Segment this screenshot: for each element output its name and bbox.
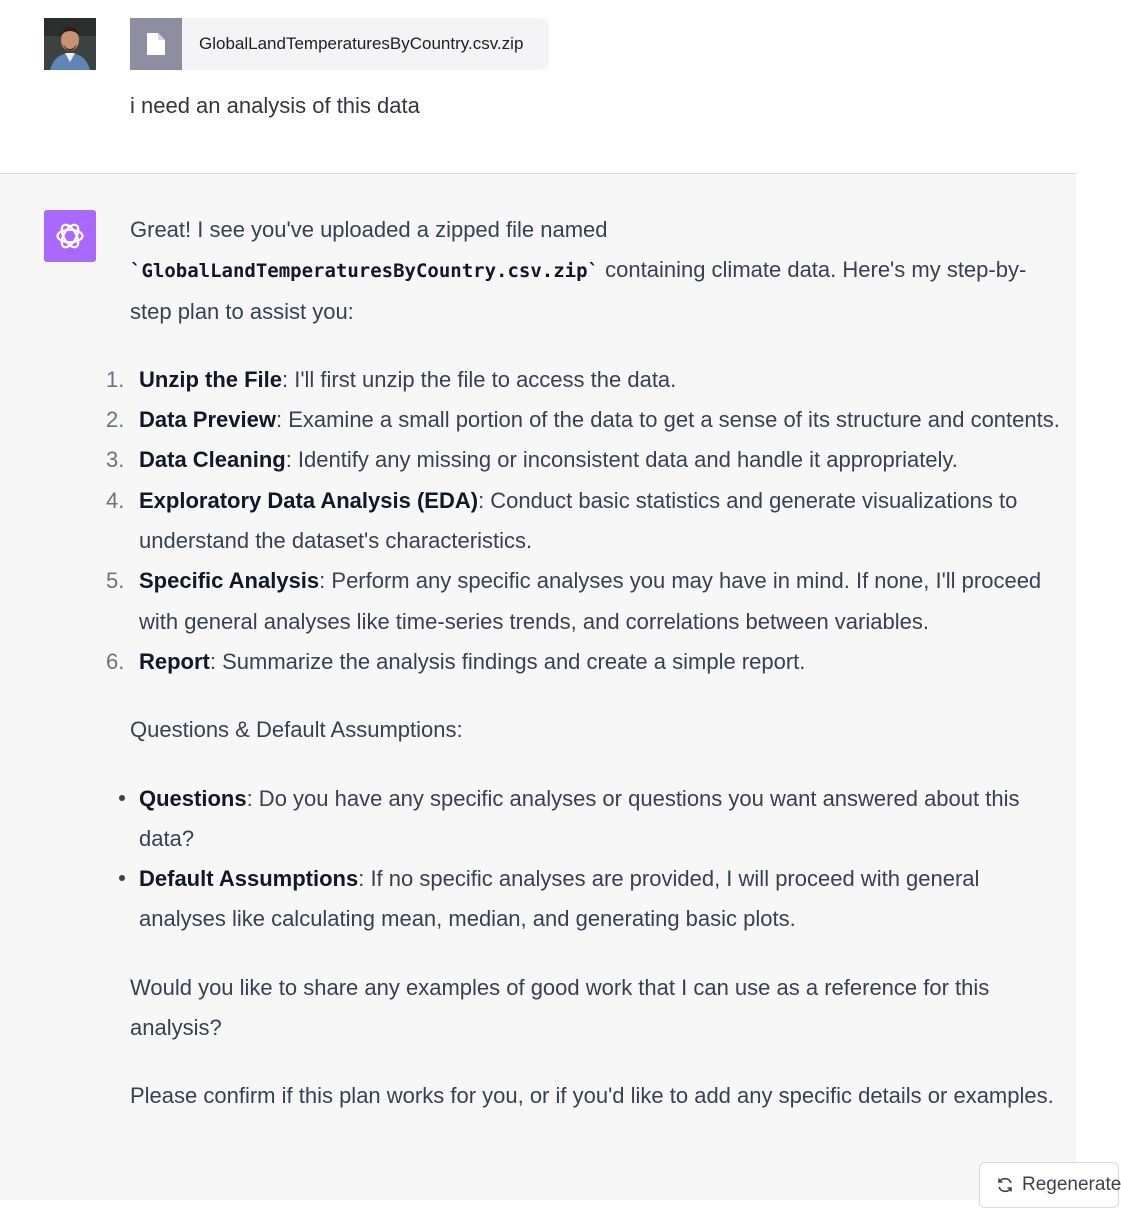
inline-code-filename: `GlobalLandTemperaturesByCountry.csv.zip` <box>130 260 599 283</box>
list-item <box>106 360 1060 400</box>
list-item <box>106 481 1060 562</box>
step-text: : I'll first unzip the file to access the data. <box>282 366 677 392</box>
regenerate-button[interactable] <box>979 1162 1119 1208</box>
regenerate-label: Regenerate <box>1022 1174 1121 1195</box>
bullet-dot <box>119 795 125 801</box>
assumptions-list <box>130 779 1060 940</box>
intro-text-after: containing climate data. Here's my step-by-step plan to assist you: <box>130 257 1027 324</box>
file-icon <box>130 18 182 70</box>
list-item <box>106 561 1060 642</box>
step-text: : Identify any missing or inconsistent data and handle it appropriately. <box>285 447 958 473</box>
list-item <box>106 642 1060 682</box>
step-title: Exploratory Data Analysis (EDA) <box>139 487 479 513</box>
bullet-dot <box>119 875 125 881</box>
step-number: 1. <box>106 366 125 392</box>
step-number: 6. <box>106 648 125 674</box>
step-number: 3. <box>106 447 125 473</box>
intro-paragraph <box>130 210 1060 332</box>
step-number: 5. <box>106 568 125 594</box>
step-text: : Summarize the analysis findings and create a simple report. <box>209 648 806 674</box>
bullet-text: : Do you have any specific analyses or questions you want answered about this data? <box>139 785 1020 851</box>
user-message-row <box>0 0 1076 174</box>
step-text: : Examine a small portion of the data to get a sense of its structure and contents. <box>275 407 1060 433</box>
step-number: 2. <box>106 407 125 433</box>
step-title: Unzip the File <box>139 366 282 392</box>
step-text: : Perform any specific analyses you may have in mind. If none, I'll proceed with general analyses like time-series trends, and correlations between variables. <box>139 568 1042 634</box>
assistant-message-row <box>0 174 1076 1200</box>
questions-heading: Questions & Default Assumptions: <box>130 717 463 743</box>
step-title: Data Cleaning <box>139 447 286 473</box>
user-avatar <box>44 18 96 70</box>
list-item <box>130 859 1060 940</box>
intro-text-before: Great! I see you've uploaded a zipped file named <box>130 217 608 242</box>
assistant-response <box>106 210 1060 1117</box>
step-text: : Conduct basic statistics and generate visualizations to understand the dataset's characteristics. <box>139 487 1018 554</box>
list-item <box>130 779 1060 860</box>
list-item <box>106 440 1060 480</box>
bullet-text: : If no specific analyses are provided, I will proceed with general analyses like calculating mean, median, and generating basic plots. <box>139 866 980 932</box>
user-message-text: i need an analysis of this data <box>130 93 420 118</box>
step-number: 4. <box>106 487 125 513</box>
bullet-title: Default Assumptions <box>139 866 359 892</box>
plan-steps-list <box>106 360 1060 682</box>
step-title: Data Preview <box>139 407 276 433</box>
attached-file-name: GlobalLandTemperaturesByCountry.csv.zip <box>199 34 524 53</box>
attached-file-chip[interactable] <box>130 18 549 70</box>
step-title: Specific Analysis <box>139 568 320 594</box>
openai-logo-icon <box>44 210 96 262</box>
confirm-text: Please confirm if this plan works for you, or if you'd like to add any specific details or examples. <box>130 1083 1054 1109</box>
bullet-title: Questions <box>139 785 247 811</box>
list-item <box>106 400 1060 440</box>
refresh-icon <box>996 1176 1014 1194</box>
examples-question: Would you like to share any examples of good work that I can use as a reference for this analysis? <box>130 974 990 1041</box>
step-title: Report <box>139 648 210 674</box>
